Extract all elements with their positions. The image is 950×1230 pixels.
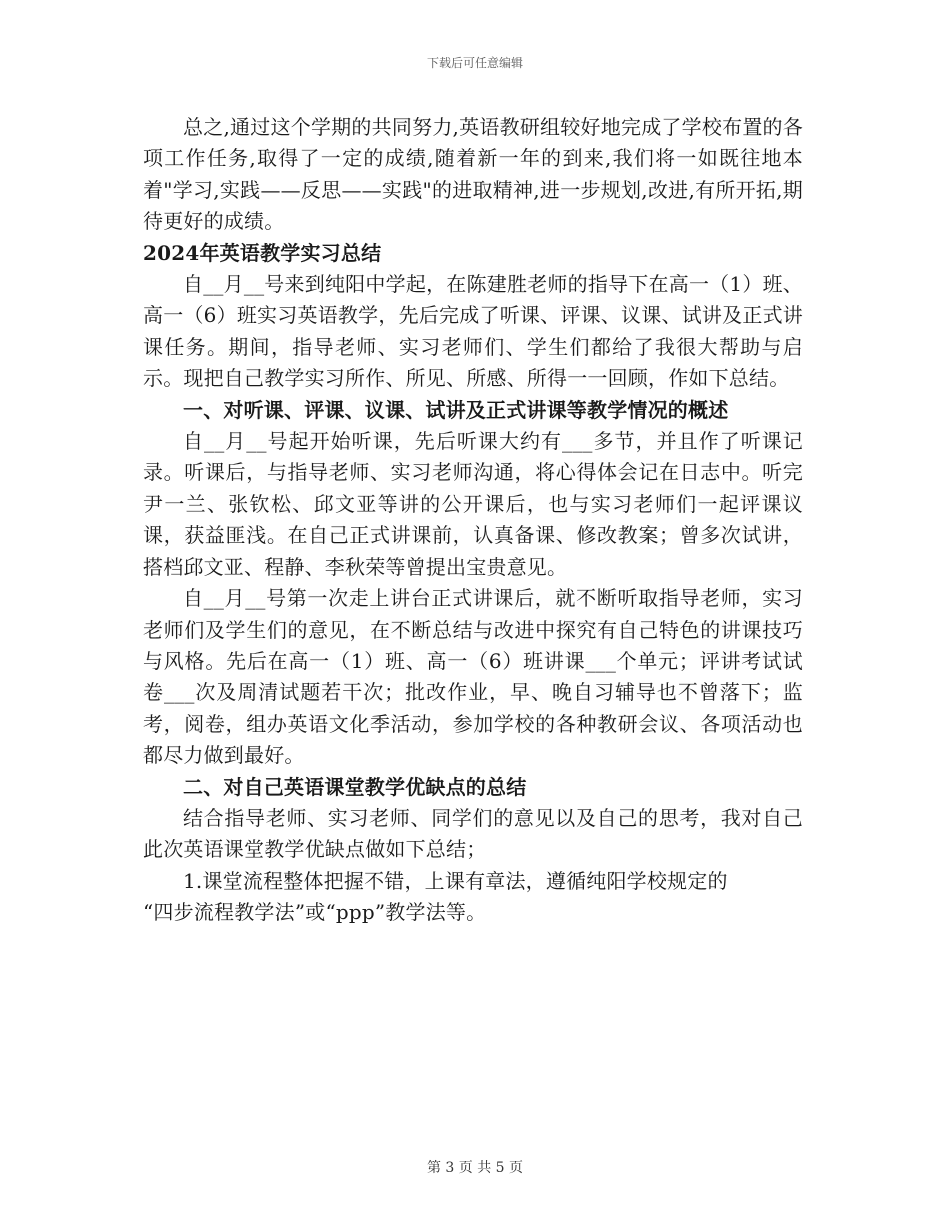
section-heading-2: 二、对自己英语课堂教学优缺点的总结: [183, 774, 527, 799]
document-body: [143, 112, 803, 929]
body-paragraph: 自__月__号第一次走上讲台正式讲课后，就不断听取指导老师，实习老师们及学生们的意见，在不断总结与改进中探究有自己特色的讲课技巧与风格。先后在高一（1）班、高一（6）班讲课___个单元；评讲考试试卷___次及周清试题若干次；批改作业，早、晚自习辅导也不曾落下；监考，阅卷，组办英语文化季活动，参加学校的各种教研会议、各项活动也都尽力做到最好。: [143, 586, 803, 768]
closing-paragraph: 总之,通过这个学期的共同努力,英语教研组较好地完成了学校布置的各项工作任务,取得了一定的成绩,随着新一年的到来,我们将一如既往地本着"学习,实践——反思——实践"的进取精神,进一步规划,改进,有所开拓,期待更好的成绩。: [143, 115, 803, 234]
body-paragraph: 自__月__号起开始听课，先后听课大约有___多节，并且作了听课记录。听课后，与指导老师、实习老师沟通，将心得体会记在日志中。听完尹一兰、张钦松、邱文亚等讲的公开课后，也与实习老师们一起评课议课，获益匪浅。在自己正式讲课前，认真备课、修改教案；曾多次试讲，搭档邱文亚、程静、李秋荣等曾提出宝贵意见。: [143, 429, 803, 579]
list-item-continuation: “四步流程教学法”或“ppp”教学法等。: [143, 900, 487, 925]
page-number: 第 3 页 共 5 页: [426, 1160, 524, 1176]
body-paragraph: 结合指导老师、实习老师、同学们的意见以及自己的思考，我对自己此次英语课堂教学优缺点做如下总结；: [143, 805, 803, 862]
section-heading-1: 一、对听课、评课、议课、试讲及正式讲课等教学情况的概述: [183, 397, 729, 422]
document-title: 2024年英语教学实习总结: [143, 240, 382, 265]
intro-paragraph: 自__月__号来到纯阳中学起，在陈建胜老师的指导下在高一（1）班、高一（6）班实习英语教学，先后完成了听课、评课、议课、试讲及正式讲课任务。期间，指导老师、实习老师们、学生们都给了我很大帮助与启示。现把自己教学实习所作、所见、所感、所得一一回顾，作如下总结。: [143, 272, 803, 391]
list-item: 1.课堂流程整体把握不错，上课有章法，遵循纯阳学校规定的: [183, 868, 728, 893]
page-header-note: 下载后可任意编辑: [426, 56, 523, 70]
